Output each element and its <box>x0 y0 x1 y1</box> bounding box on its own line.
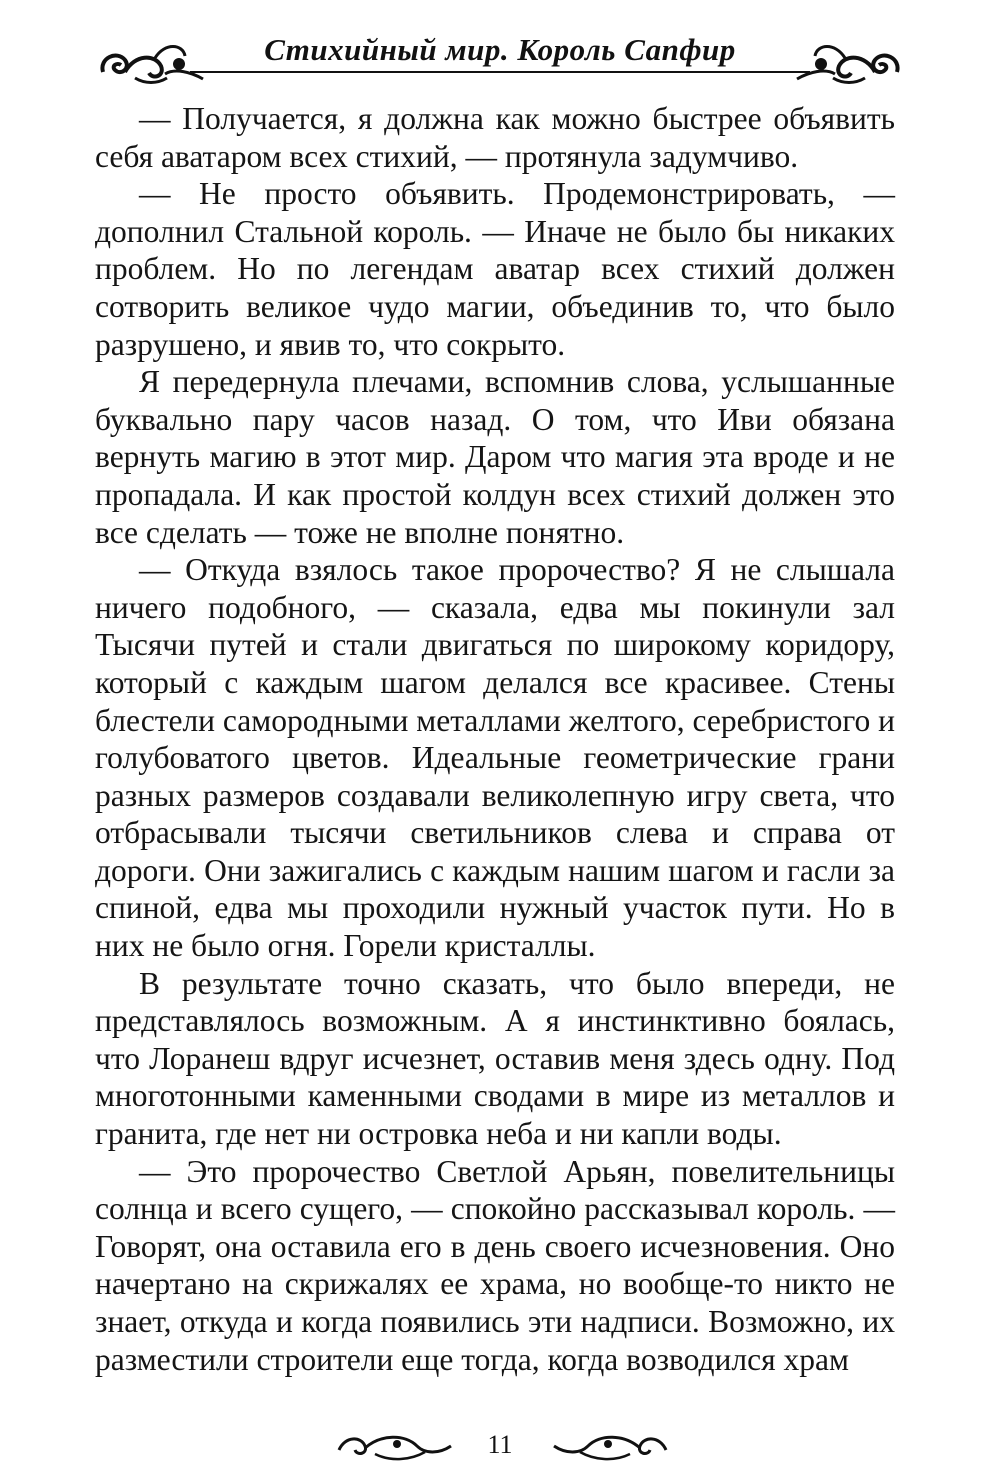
header-title: Стихийный мир. Король Сапфир <box>264 32 736 67</box>
paragraph: — Не просто объявить. Продемонстрировать, — дополнил Стальной король. — Иначе не было бы никаких проблем. Но по легендам аватар всех стихий должен сотворить великое чудо магии, объединив то, что было разрушено, и явив то, что сокрыто. <box>95 176 895 362</box>
paragraph: — Это пророчество Светлой Арьян, повелительницы солнца и всего сущего, — спокойно рассказывал король. — Говорят, она оставила его в день своего исчезновения. Оно начертано на скрижалях ее храма, но вообще-то никто не знает, откуда и когда появились эти надписи. Возможно, их разместили строители еще тогда, когда возводился храм <box>95 1153 895 1377</box>
paragraph: В результате точно сказать, что было впереди, не представлялось возможным. А я инстинктивно боялась, что Лоранеш вдруг исчезнет, оставив меня здесь одну. Под многотонными каменными сводами в мире из металлов и гранита, где нет ни островка неба и ни капли воды. <box>95 965 895 1152</box>
flourish-left-icon <box>335 1428 455 1464</box>
header-rule <box>190 71 810 73</box>
page-footer <box>0 1420 1000 1470</box>
paragraph: — Откуда взялось такое пророчество? Я не слышала ничего подобного, — сказала, едва мы покинули зал Тысячи путей и стали двигаться по широкому коридору, который с каждым шагом делался все красивее. Стены блестели самородными металлами желтого, серебристого и голубоватого цветов. Идеальные геометрические грани разных размеров создавали великолепную игру света, что отбрасывали тысячи светильников слева и справа от дороги. Они зажигались с каждым нашим шагом и гасли за спиной, едва мы проходили нужный участок пути. Но в них не было огня. Горели кристаллы. <box>95 552 895 964</box>
flourish-right-icon <box>550 1428 670 1464</box>
running-header <box>95 10 905 88</box>
paragraph: — Получается, я должна как можно быстрее объявить себя аватаром всех стихий, — протянула задумчиво. <box>95 101 895 174</box>
flourish-right-icon <box>795 28 905 90</box>
page-number: 11 <box>487 1430 513 1459</box>
body-text <box>95 100 895 1378</box>
paragraph: Я передернула плечами, вспомнив слова, услышанные буквально пару часов назад. О том, что Иви обязана вернуть магию в этот мир. Даром что магия эта вроде и не пропадала. И как простой колдун всех стихий должен это все сделать — тоже не вполне понятно. <box>95 364 895 550</box>
